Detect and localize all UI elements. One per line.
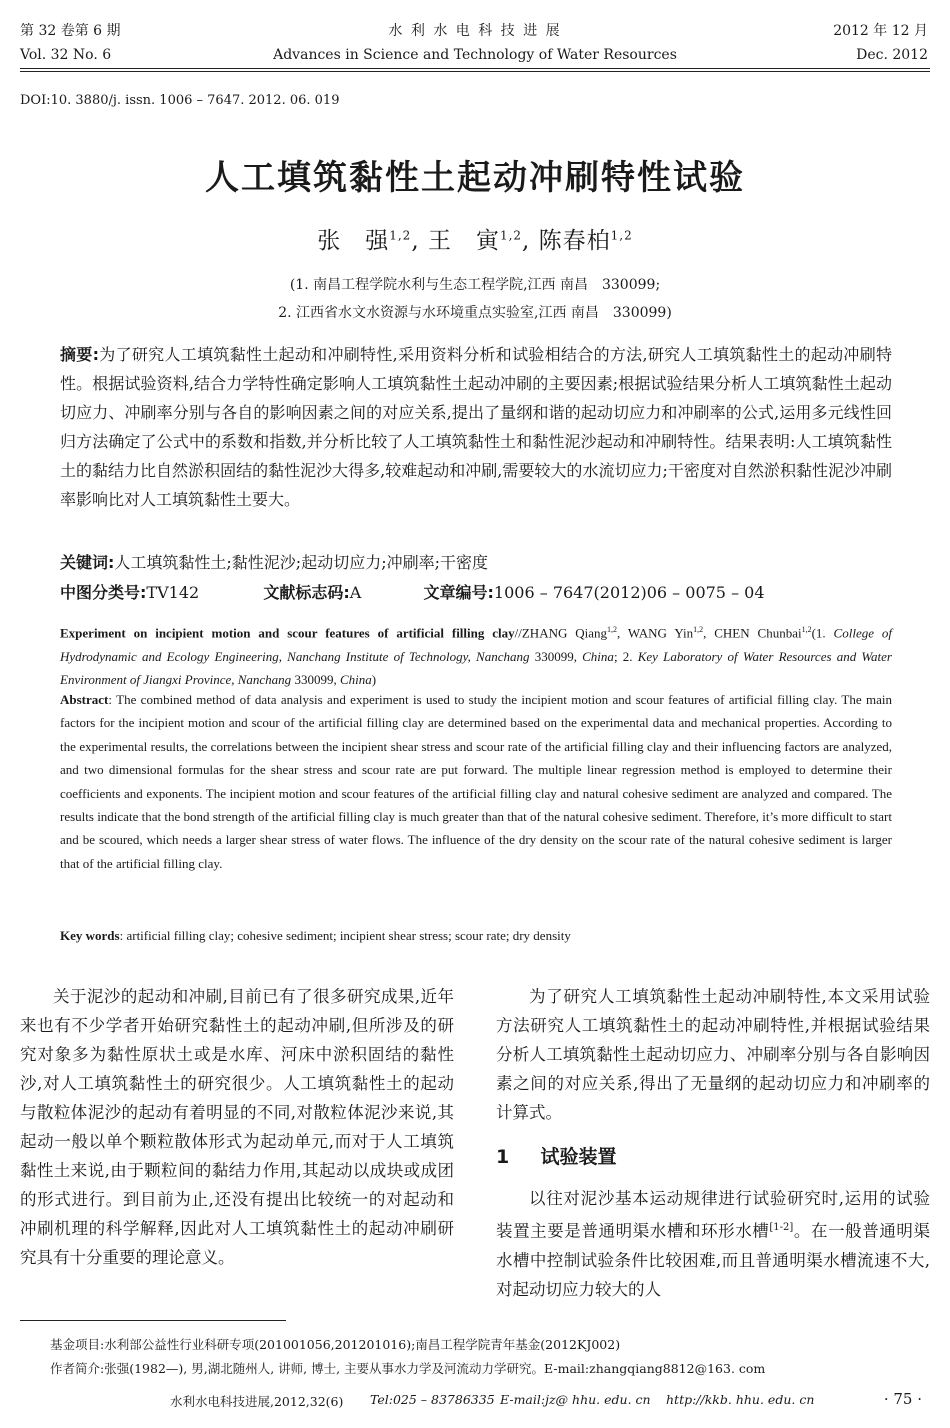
footnote-author-bio: 作者简介:张强(1982—), 男,湖北随州人, 讲师, 博士, 主要从事水力学及河流动力学研究。E-mail:zhangqiang8812@163. com [50,1361,766,1376]
affiliation-line-2: 2. 江西省水文水资源与水环境重点实验室,江西 南昌 330099) [278,305,672,321]
volume-en: Vol. 32 No. 6 [20,47,112,63]
english-affiliation-1-country: China [582,648,614,664]
doc-code-value: A [349,583,362,602]
abstract-cn [60,340,892,514]
header-rule-bottom [20,71,930,72]
date-en: Dec. 2012 [856,47,928,63]
affiliation-line-1: (1. 南昌工程学院水利与生态工程学院,江西 南昌 330099; [289,277,661,293]
doc-code-label: 文献标志码: [263,583,350,602]
english-abstract-sep: : [108,692,117,707]
page-number: · 75 · [883,1390,922,1408]
journal-name-cn: 水 利 水 电 科 技 进 展 [388,23,562,39]
body-right-column [496,982,930,1127]
english-title-block [60,618,892,692]
footnote-fund: 基金项目:水利部公益性行业科研专项(201001056,201201016);南昌工程学院青年基金(2012KJ002) [50,1337,621,1352]
section-title: 试验装置 [540,1146,617,1168]
english-affil-punct: ; 2. [613,648,638,664]
body-left-column [20,982,454,1272]
author-name: 陈春柏 [538,228,611,254]
english-affiliation-2: Key Laboratory of Water Resources and Water Environment of Jiangxi Province, Nanchang [60,648,892,688]
english-affil-punct: ) [371,672,377,688]
english-abstract-label: Abstract [60,692,109,707]
body-paragraph: 关于泥沙的起动和冲刷,目前已有了很多研究成果,近年来也有不少学者开始研究黏性土的起动冲刷,但所涉及的研究对象多为黏性原状土或是水库、河床中淤积固结的黏性沙,对人工填筑黏性土的研究很少。人工填筑黏性土的起动与散粒体泥沙的起动有着明显的不同,对散粒体泥沙来说,其起动一般以单个颗粒散体形式为起动单元,而对于人工填筑黏性土来说,由于颗粒间的黏结力作用,其起动以成块或成团的形式进行。到目前为止,还没有提出比较统一的对起动和冲刷机理的科学解释,因此对人工填筑黏性土的起动冲刷研究具有十分重要的理论意义。 [20,987,454,1267]
article-no-value: 1006 – 7647(2012)06 – 0075 – 04 [493,583,765,602]
doi: DOI:10. 3880/j. issn. 1006 – 7647. 2012. 06. 019 [20,93,340,108]
footer-url[interactable]: http://kkb. hhu. edu. cn [666,1392,815,1407]
english-author: , WANG Yin [617,625,694,641]
english-keywords-sep: : [119,928,127,943]
volume-cn: 第 32 卷第 6 期 [20,23,121,39]
english-affiliation-1: College of Hydrodynamic and Ecology Engineering, Nanchang Institute of Technology, Nanchang [60,625,892,664]
english-abstract-text: The combined method of data analysis and experiment is used to study the incipient motion and scour features of artificial filling clay. The main factors for the incipient motion and scour of the artificial filling clay are determined based on the experimental data and mechanical properties. According to the experimental results, the correlations between the incipient shear stress and scour rate of the artificial filling clay and their influencing factors are analyzed, and two dimensional formulas for the shear stress and scour rate are put forward. The multiple linear regression method is employed to determine their coefficients and exponents. The incipient motion and scour features of the artificial filling clay and natural cohesive sediment are analyzed and compared. The results indicate that the bond strength of the artificial filling clay is much greater than that of the natural cohesive sediment. Therefore, it’s more difficult to start and be scoured, which needs a larger shear stress of water flows. The influence of the dry density on the scour rate of the natural cohesive sediment is larger that of the artificial filling clay. [60,692,892,871]
english-title: Experiment on incipient motion and scour features of artificial filling clay [60,625,515,641]
english-author-affiliation: 1,2 [607,625,618,634]
footer-tel: Tel:025 – 83786335 [370,1392,495,1407]
clc-value: TV142 [146,583,200,602]
keywords-cn [60,548,892,577]
author-affiliation: 1,2 [610,228,633,243]
section-heading [496,1142,617,1169]
author-name: 张 强 [317,228,390,254]
citation-ref: [1-2] [769,1222,794,1233]
english-keywords [60,924,892,947]
english-author-affiliation: 1,2 [693,625,704,634]
journal-name-en: Advances in Science and Technology of Water Resources [273,47,677,63]
english-keywords-text: artificial filling clay; cohesive sediment; incipient shear stress; scour rate; dry density [126,928,571,943]
english-author: , CHEN Chunbai [703,625,802,641]
keywords-cn-text: 人工填筑黏性土;黏性泥沙;起动切应力;冲刷率;干密度 [114,553,488,572]
body-paragraph [496,1184,930,1304]
abstract-cn-text: 为了研究人工填筑黏性土起动和冲刷特性,采用资料分析和试验相结合的方法,研究人工填筑黏性土的起动冲刷特性。根据试验资料,结合力学特性确定影响人工填筑黏性土起动冲刷的主要因素;根据试验结果分析人工填筑黏性土起动切应力、冲刷率分别与各自的影响因素之间的对应关系,提出了量纲和谐的起动切应力和冲刷率的公式,运用多元线性回归方法确定了公式中的系数和指数,并分析比较了人工填筑黏性土和黏性泥沙起动和冲刷特性。结果表明:人工填筑黏性土的黏结力比自然淤积固结的黏性泥沙大得多,较难起动和冲刷,需要较大的水流切应力;干密度对自然淤积黏性泥沙冲刷率影响比对人工填筑黏性土要大。 [60,345,892,509]
english-affiliation-2-country: China [339,672,372,688]
footer-email[interactable]: E-mail:jz@ hhu. edu. cn [500,1392,651,1407]
footnote-rule [20,1320,286,1321]
english-affil-punct: (1. [811,625,834,641]
abstract-cn-label: 摘要: [60,345,99,364]
body-paragraph: 为了研究人工填筑黏性土起动冲刷特性,本文采用试验方法研究人工填筑黏性土的起动冲刷特性,并根据试验结果分析人工填筑黏性土起动切应力、冲刷率分别与各自影响因素之间的对应关系,得出了无量纲的起动切应力和冲刷率的计算式。 [496,987,930,1122]
author-affiliation: 1,2 [389,228,412,243]
classification-line [60,578,892,607]
english-author-affiliation: 1,2 [801,625,812,634]
english-abstract [60,688,892,875]
body-paragraph-text: 。在一般普通明渠水槽中控制试验条件比较困难,而且普通明渠水槽流速不大,对起动切应力较大的人 [496,1221,931,1299]
body-right-column-continued [496,1184,930,1304]
english-affiliation-2-zip: 330099, [291,672,340,688]
section-number: 1 [496,1146,510,1168]
english-keywords-label: Key words [60,928,120,943]
article-no-label: 文章编号: [423,583,494,602]
clc-label: 中图分类号: [60,583,147,602]
date-cn: 2012 年 12 月 [833,23,928,39]
paper-title: 人工填筑黏性土起动冲刷特性试验 [205,158,745,198]
body-paragraph-text: 以往对泥沙基本运动规律进行试验研究时,运用的试验装置主要是普通明渠水槽和环形水槽 [496,1189,930,1241]
author-name: 王 寅 [427,228,500,254]
author-affiliation: 1,2 [499,228,523,243]
english-author: //ZHANG Qiang [514,625,608,641]
footer-journal-ref: 水利水电科技进展,2012,32(6) [170,1394,344,1409]
keywords-cn-label: 关键词: [60,553,115,572]
author-list: 张 强$^{1,2}$, 王 寅$^{1,2}$, 陈春柏$^{1,2}$ [317,228,633,254]
header-rule-top [20,68,930,69]
english-affiliation-1-zip: 330099, [529,648,583,664]
